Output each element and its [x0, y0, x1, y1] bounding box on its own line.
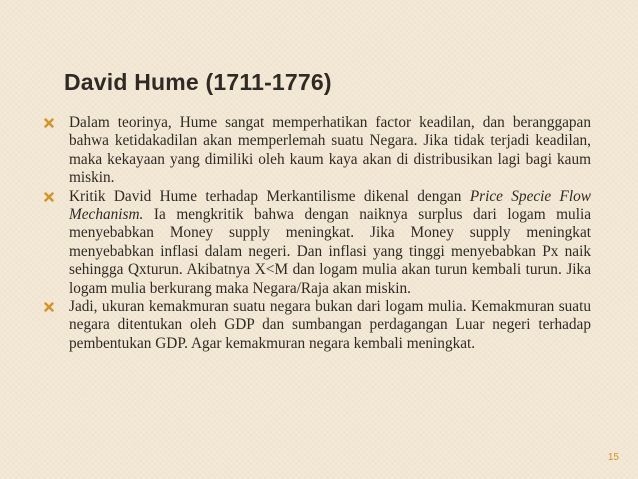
bullet-item-1: [44, 114, 591, 188]
slide-title: David Hume (1711-1776): [64, 69, 332, 95]
bullet-item-3: [44, 298, 591, 353]
emphasis-text: Price Specie Flow Mechanism.: [69, 187, 591, 224]
bullet-text: Dalam teorinya, Hume sangat memperhatikan factor keadilan, dan beranggapan bahwa ketidakadilan akan memperlemah suatu Negara. Jika tidak terjadi keadilan, maka kekayaan yang dimiliki oleh kaum kaya akan di distribusikan lagi bagi kaum miskin.: [69, 114, 591, 187]
bullet-text: Jadi, ukuran kemakmuran suatu negara bukan dari logam mulia. Kemakmuran suatu negara ditentukan oleh GDP dan sumbangan perdagangan Luar negeri terhadap pembentukan GDP. Agar kemakmuran negara kembali meningkat.: [69, 298, 591, 352]
bullet-list: [44, 114, 591, 353]
page-number: 15: [607, 452, 619, 463]
x-mark-icon: [44, 188, 58, 206]
x-mark-icon: [44, 298, 58, 316]
x-mark-icon: [44, 114, 58, 132]
bullet-text-part: Ia mengkritik bahwa dengan naiknya surplus dari logam mulia menyebabkan Money supply meningkat. Jika Money supply meningkat menyebabkan inflasi dalam negeri. Dan inflasi yang tinggi menyebabkan Px naik sehingga Qxturun. Akibatnya X<M dan logam mulia akan turun kembali turun. Jika logam mulia berkurang maka Negara/Raja akan miskin.: [69, 206, 591, 297]
bullet-text-part: Kritik David Hume terhadap Merkantilisme dikenal dengan: [69, 187, 470, 205]
bullet-item-2: [44, 188, 591, 298]
